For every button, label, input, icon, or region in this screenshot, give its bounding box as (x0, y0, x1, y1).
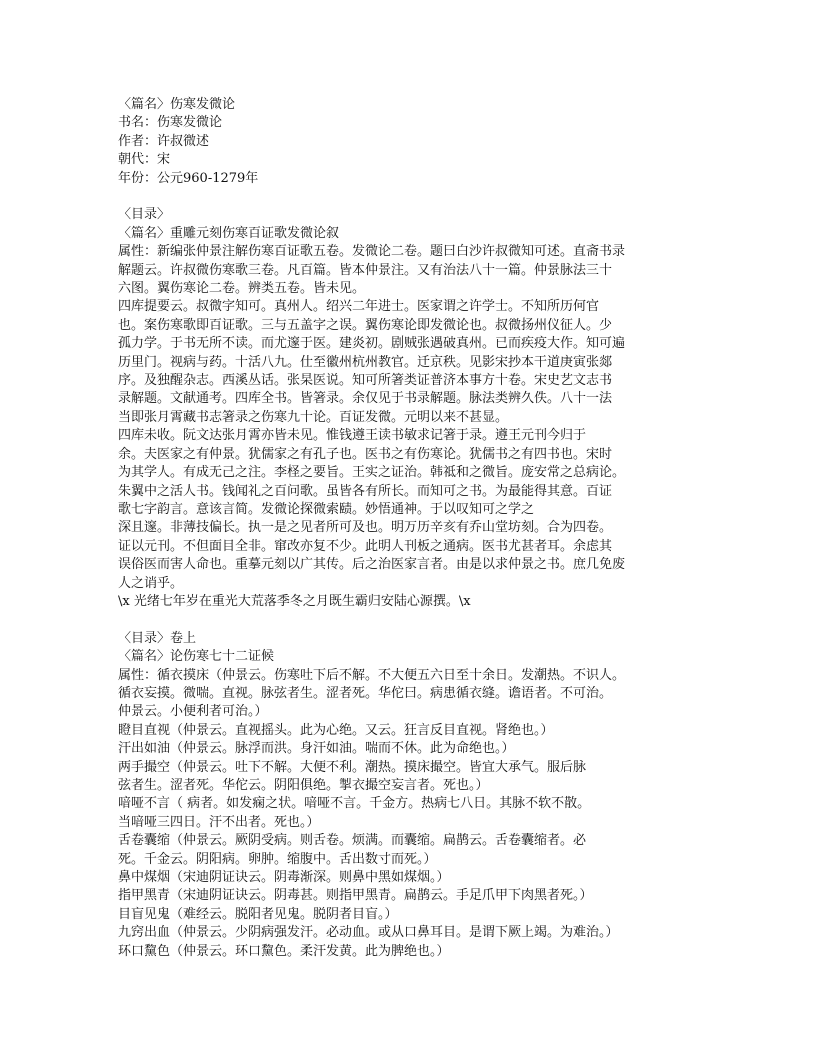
text-line: 循衣妄摸。微喘。直视。脉弦者生。涩者死。华佗曰。病患循衣缝。谵语者。不可治。 (118, 685, 613, 701)
toc-tag: 〈目录〉 (118, 207, 171, 223)
text-line: 属性：新编张仲景注解伤寒百证歌五卷。发微论二卷。题曰白沙许叔微知可述。直斋书录 (118, 244, 626, 260)
text-line: 弦者生。涩者死。华佗云。阴阳俱绝。掣衣撮空妄言者。死也。） (118, 778, 489, 793)
text-line: 死。千金云。阴阳病。卵肿。缩腹中。舌出数寸而死。） (118, 851, 437, 867)
text-line: 鼻中煤烟（宋迪阴证诀云。阴毒渐深。则鼻中黑如煤烟。） (118, 870, 450, 886)
document-page (118, 96, 758, 961)
preface-section (118, 206, 758, 611)
text-line: 四库提要云。叔微字知可。真州人。绍兴二年进士。医家谓之许学士。不知所历何官 (118, 299, 600, 315)
author: 作者：许叔微述 (118, 133, 210, 149)
text-line: 人之诮乎。 (118, 575, 184, 591)
text-line: 朱翼中之活人书。钱闻礼之百问歌。虽皆各有所长。而知可之书。为最能得其意。百证 (118, 483, 613, 499)
text-line: 余。夫医家之有仲景。犹儒家之有孔子也。医书之有伤寒论。犹儒书之有四书也。宋时 (118, 446, 613, 462)
book-name: 书名：伤寒发微论 (118, 115, 223, 131)
text-line: 误俗医而害人命也。重摹元刻以广其传。后之治医家言者。由是以求仲景之书。庶几免废 (118, 557, 626, 573)
text-line: 当即张月霄藏书志箸录之伤寒九十论。百证发微。元明以来不甚显。 (118, 409, 509, 425)
text-line: 歌七字韵言。意该言简。发微论探微索赜。妙悟通神。于以叹知可之学之 (118, 501, 535, 517)
text-line: 录解题。文献通考。四库全书。皆箸录。余仅见于书录解题。脉法类辨久佚。八十一法 (118, 391, 613, 407)
text-line: 舌卷囊缩（仲景云。厥阴受病。则舌卷。烦满。而囊缩。扁鹊云。舌卷囊缩者。必 (118, 833, 587, 849)
text-line: 指甲黑青（宋迪阴证诀云。阴毒甚。则指甲黑青。扁鹊云。手足爪甲下肉黑者死。） (118, 888, 593, 904)
text-line: 孤力学。于书无所不读。而尤邃于医。建炎初。剧贼张遇破真州。已而疾疫大作。知可遍 (118, 336, 626, 352)
dynasty: 朝代：宋 (118, 152, 171, 168)
toc-tag: 〈目录〉卷上 (118, 630, 197, 646)
text-line: 两手撮空（仲景云。吐下不解。大便不利。潮热。摸床撮空。皆宜大承气。服后脉 (118, 759, 587, 775)
text-line: 仲景云。小便利者可治。） (118, 704, 268, 720)
text-line: 六图。翼伤寒论二卷。辨类五卷。皆未见。 (118, 281, 366, 297)
text-line: 环口黧色（仲景云。环口黧色。柔汗发黄。此为脾绝也。） (118, 943, 450, 959)
text-line: 历里门。视病与药。十活八九。仕至徽州杭州教官。迁京秩。见影宋抄本干道庚寅张郯 (118, 354, 613, 370)
text-line: 当喑哑三四日。汗不出者。死也。） (118, 814, 320, 830)
text-line: 属性：循衣摸床（仲景云。伤寒吐下后不解。不大便五六日至十余日。发潮热。不识人。 (118, 667, 626, 683)
book-header (118, 96, 758, 188)
chapter-tag: 〈篇名〉伤寒发微论 (118, 97, 236, 112)
years: 年份：公元960-1279年 (118, 170, 259, 186)
text-line: 证以元刊。不但面目全非。窜改亦复不少。此明人刊板之通病。医书尤甚者耳。余虑其 (118, 538, 613, 554)
text-line: 为其学人。有成无己之注。李柽之要旨。王实之证治。韩祗和之微旨。庞安常之总病论。 (118, 465, 626, 481)
text-line: 也。案伤寒歌即百证歌。三与五盖字之误。翼伤寒论即发微论也。叔微扬州仪征人。少 (118, 317, 613, 333)
text-line: 四库未收。阮文达张月霄亦皆未见。惟钱遵王读书敏求记箸于录。遵王元刊今归于 (118, 428, 587, 444)
volume1-body (118, 667, 758, 962)
text-line: 目盲见鬼（难经云。脱阳者见鬼。脱阴者目盲。） (118, 906, 398, 922)
paragraph-gap (118, 611, 758, 629)
signature-line: \x 光绪七年岁在重光大荒落季冬之月既生霸归安陆心源撰。\x (118, 593, 471, 609)
text-line: 瞪目直视（仲景云。直视摇头。此为心绝。又云。狂言反目直视。肾绝也。） (118, 722, 554, 738)
chapter-tag: 〈篇名〉论伤寒七十二证候 (118, 649, 275, 665)
text-line: 喑哑不言（ 病者。如发痫之状。喑哑不言。千金方。热病七八日。其脉不软不散。 (118, 796, 591, 812)
text-line: 九窍出血（仲景云。少阴病强发汗。必动血。或从口鼻耳目。是谓下厥上竭。为难治。） (118, 925, 619, 941)
preface-body (118, 243, 758, 611)
text-line: 解题云。许叔微伤寒歌三卷。凡百篇。皆本仲景注。又有治法八十一篇。仲景脉法三十 (118, 262, 613, 278)
text-line: 深且邃。非薄技偏长。执一是之见者所可及也。明万历辛亥有乔山堂坊刻。合为四卷。 (118, 520, 613, 536)
chapter-tag: 〈篇名〉重雕元刻伤寒百证歌发微论叙 (118, 225, 340, 241)
paragraph-gap (118, 188, 758, 206)
text-line: 汗出如油（仲景云。脉浮而洪。身汗如油。喘而不休。此为命绝也。） (118, 741, 515, 757)
volume1-section (118, 630, 758, 961)
text-line: 序。及独醒杂志。西溪丛话。张杲医说。知可所箸类证普济本事方十卷。宋史艺文志书 (118, 373, 613, 389)
